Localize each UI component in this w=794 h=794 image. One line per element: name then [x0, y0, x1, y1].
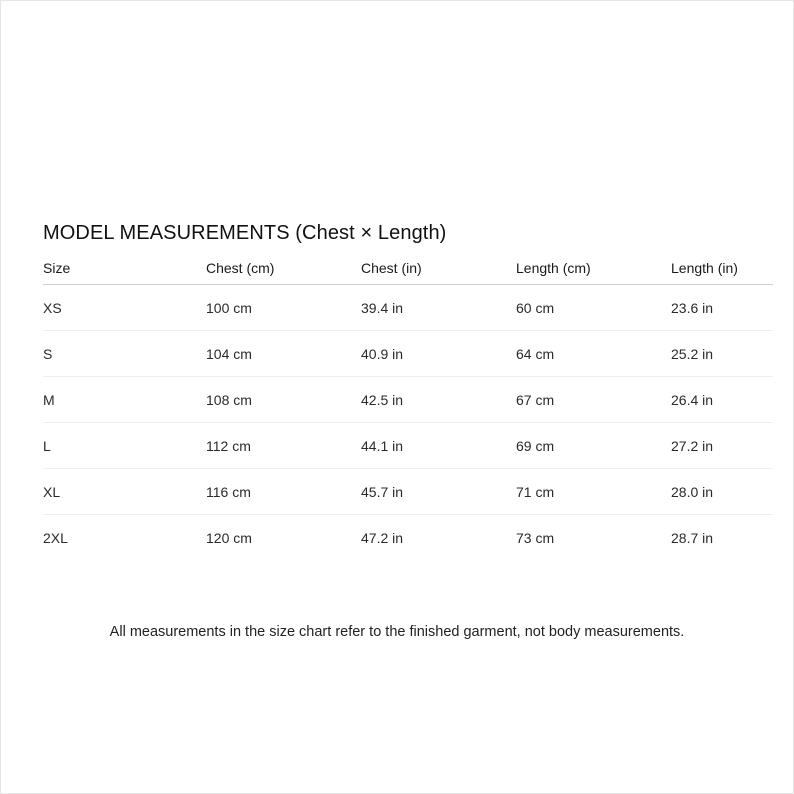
cell-chest-cm: 104 cm [206, 331, 361, 377]
cell-length-cm: 71 cm [516, 469, 671, 515]
cell-chest-cm: 116 cm [206, 469, 361, 515]
cell-length-cm: 73 cm [516, 529, 555, 546]
cell-chest-in: 45.7 in [361, 469, 516, 515]
size-table [43, 252, 773, 560]
cell-length-cm: 67 cm [516, 377, 671, 423]
table-row [43, 469, 773, 515]
page-title: MODEL MEASUREMENTS (Chest × Length) [43, 222, 447, 244]
table-row [43, 515, 773, 561]
cell-chest-cm: 112 cm [206, 423, 361, 469]
cell-size: 2XL [43, 529, 68, 546]
cell-size: XS [43, 285, 206, 331]
cell-chest-cm: 108 cm [206, 377, 361, 423]
cell-chest-in: 39.4 in [361, 285, 516, 331]
cell-chest-in: 42.5 in [361, 377, 516, 423]
cell-chest-cm: 100 cm [206, 285, 361, 331]
footnote: All measurements in the size chart refer to the finished garment, not body measurements. [109, 624, 685, 640]
header-chest-in: Chest (in) [361, 252, 516, 285]
cell-length-in: 26.4 in [671, 377, 773, 423]
table-header-row [43, 252, 773, 285]
cell-length-in: 28.0 in [671, 469, 773, 515]
cell-chest-in: 40.9 in [361, 331, 516, 377]
cell-length-cm: 60 cm [516, 285, 671, 331]
table-row [43, 423, 773, 469]
table-row [43, 331, 773, 377]
cell-chest-in: 44.1 in [361, 423, 516, 469]
cell-size: XL [43, 469, 206, 515]
cell-size: M [43, 377, 206, 423]
table-row [43, 377, 773, 423]
cell-length-in: 28.7 in [671, 529, 714, 546]
cell-length-in: 25.2 in [671, 331, 773, 377]
cell-chest-cm: 120 cm [206, 529, 252, 546]
header-length-cm: Length (cm) [516, 252, 671, 285]
header-length-in: Length (in) [671, 252, 773, 285]
cell-length-cm: 69 cm [516, 423, 671, 469]
cell-length-in: 23.6 in [671, 285, 773, 331]
cell-chest-in: 47.2 in [361, 529, 404, 546]
header-chest-cm: Chest (cm) [206, 252, 361, 285]
cell-size: S [43, 331, 206, 377]
header-size: Size [43, 252, 206, 285]
cell-length-cm: 64 cm [516, 331, 671, 377]
cell-size: L [43, 423, 206, 469]
cell-length-in: 27.2 in [671, 423, 773, 469]
table-row [43, 285, 773, 331]
